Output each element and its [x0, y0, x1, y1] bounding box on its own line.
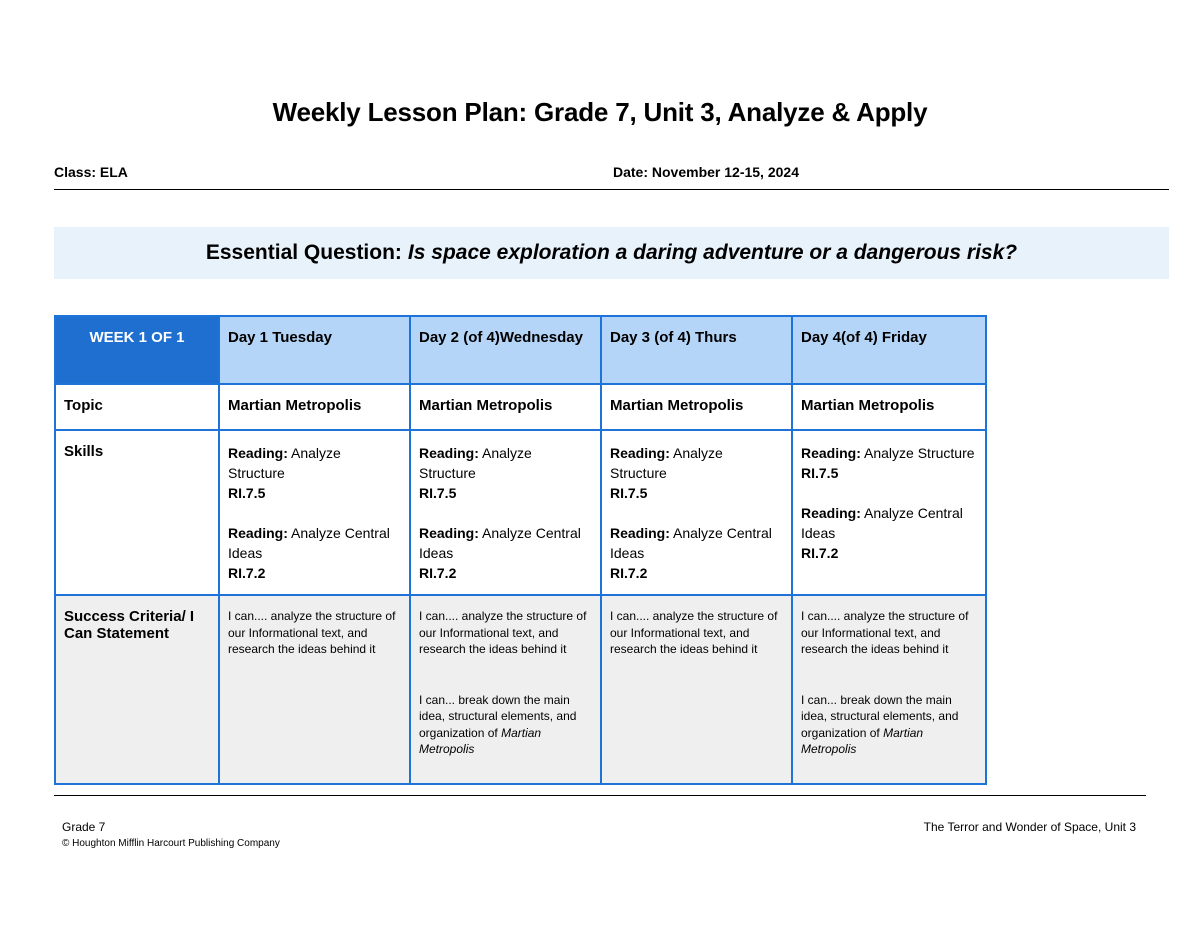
standard-code: RI.7.2 [610, 565, 648, 581]
skill-text: Analyze Central Ideas [228, 525, 390, 561]
page-title: Weekly Lesson Plan: Grade 7, Unit 3, Analyze & Apply [272, 97, 928, 127]
i-can-statement: I can.... analyze the structure of our Informational text, and research the ideas behind it [419, 609, 587, 656]
i-can-statement-text: I can... break down the main idea, structural elements, and organization of [419, 692, 577, 740]
day-3-header: Day 3 (of 4) Thurs [601, 316, 792, 384]
success-criteria-day-3 [601, 595, 792, 784]
text-title: Martian Metropolis [801, 725, 924, 756]
footer-divider [54, 795, 1146, 796]
skills-row [55, 430, 986, 595]
i-can-statement-2 [801, 692, 977, 758]
skill-central-ideas [228, 523, 401, 583]
skill-label: Reading: [419, 445, 479, 461]
standard-code: RI.7.2 [228, 565, 266, 581]
success-criteria-day-1 [219, 595, 410, 784]
skill-central-ideas [801, 503, 977, 563]
essential-question-label: Essential Question: [205, 241, 402, 264]
skills-day-3 [601, 430, 792, 595]
essential-question-banner [54, 227, 1169, 279]
success-criteria-row-label: Success Criteria/ I Can Statement [55, 595, 219, 784]
skill-text: Analyze Structure [419, 445, 532, 481]
essential-question-text: Is space exploration a daring adventure or a dangerous risk? [407, 241, 1018, 264]
standard-code: RI.7.5 [419, 485, 457, 501]
day-2-header: Day 2 (of 4)Wednesday [410, 316, 601, 384]
topic-day-2: Martian Metropolis [410, 384, 601, 430]
skill-label: Reading: [801, 505, 861, 521]
footer-copyright: © Houghton Mifflin Harcourt Publishing Company [62, 838, 280, 849]
standard-code: RI.7.2 [801, 545, 839, 561]
skill-structure [228, 443, 401, 503]
skill-structure [610, 443, 783, 503]
topic-day-3: Martian Metropolis [601, 384, 792, 430]
skill-text: Analyze Central Ideas [419, 525, 581, 561]
skill-text: Analyze Central Ideas [801, 505, 963, 541]
i-can-statement: I can.... analyze the structure of our Informational text, and research the ideas behind it [228, 609, 396, 656]
skill-text: Analyze Structure [228, 445, 341, 481]
topic-day-1: Martian Metropolis [219, 384, 410, 430]
day-4-header: Day 4(of 4) Friday [792, 316, 986, 384]
table-header-row [55, 316, 986, 384]
lesson-plan-table [54, 315, 987, 785]
skill-structure [419, 443, 592, 503]
topic-day-4: Martian Metropolis [792, 384, 986, 430]
day-1-header: Day 1 Tuesday [219, 316, 410, 384]
skills-day-2 [410, 430, 601, 595]
header-divider [54, 189, 1169, 190]
skill-label: Reading: [228, 525, 288, 541]
footer-grade: Grade 7 [62, 820, 106, 834]
standard-code: RI.7.5 [610, 485, 648, 501]
date-label: Date: November 12-15, 2024 [613, 164, 799, 180]
success-criteria-day-2 [410, 595, 601, 784]
success-criteria-day-4 [792, 595, 986, 784]
skill-label: Reading: [419, 525, 479, 541]
standard-code: RI.7.5 [228, 485, 266, 501]
skills-day-4 [792, 430, 986, 595]
skills-row-label: Skills [55, 430, 219, 595]
success-criteria-row [55, 595, 986, 784]
week-header: WEEK 1 OF 1 [55, 316, 219, 384]
skills-day-1 [219, 430, 410, 595]
skill-central-ideas [610, 523, 783, 583]
topic-row [55, 384, 986, 430]
standard-code: RI.7.2 [419, 565, 457, 581]
skill-label: Reading: [610, 445, 670, 461]
skill-text: Analyze Central Ideas [610, 525, 772, 561]
skill-label: Reading: [610, 525, 670, 541]
skill-central-ideas [419, 523, 592, 583]
i-can-statement-2 [419, 692, 592, 758]
skill-text: Analyze Structure [864, 445, 975, 461]
standard-code: RI.7.5 [801, 465, 839, 481]
skill-text: Analyze Structure [610, 445, 723, 481]
i-can-statement: I can.... analyze the structure of our Informational text, and research the ideas behind it [610, 609, 778, 656]
text-title: Martian Metropolis [419, 725, 542, 756]
topic-row-label: Topic [55, 384, 219, 430]
footer-unit: The Terror and Wonder of Space, Unit 3 [923, 820, 1136, 834]
skill-structure [801, 443, 977, 483]
i-can-statement: I can.... analyze the structure of our Informational text, and research the ideas behind it [801, 609, 969, 656]
skill-label: Reading: [801, 445, 861, 461]
i-can-statement-text: I can... break down the main idea, structural elements, and organization of [801, 692, 959, 740]
class-label: Class: ELA [54, 164, 128, 180]
skill-label: Reading: [228, 445, 288, 461]
